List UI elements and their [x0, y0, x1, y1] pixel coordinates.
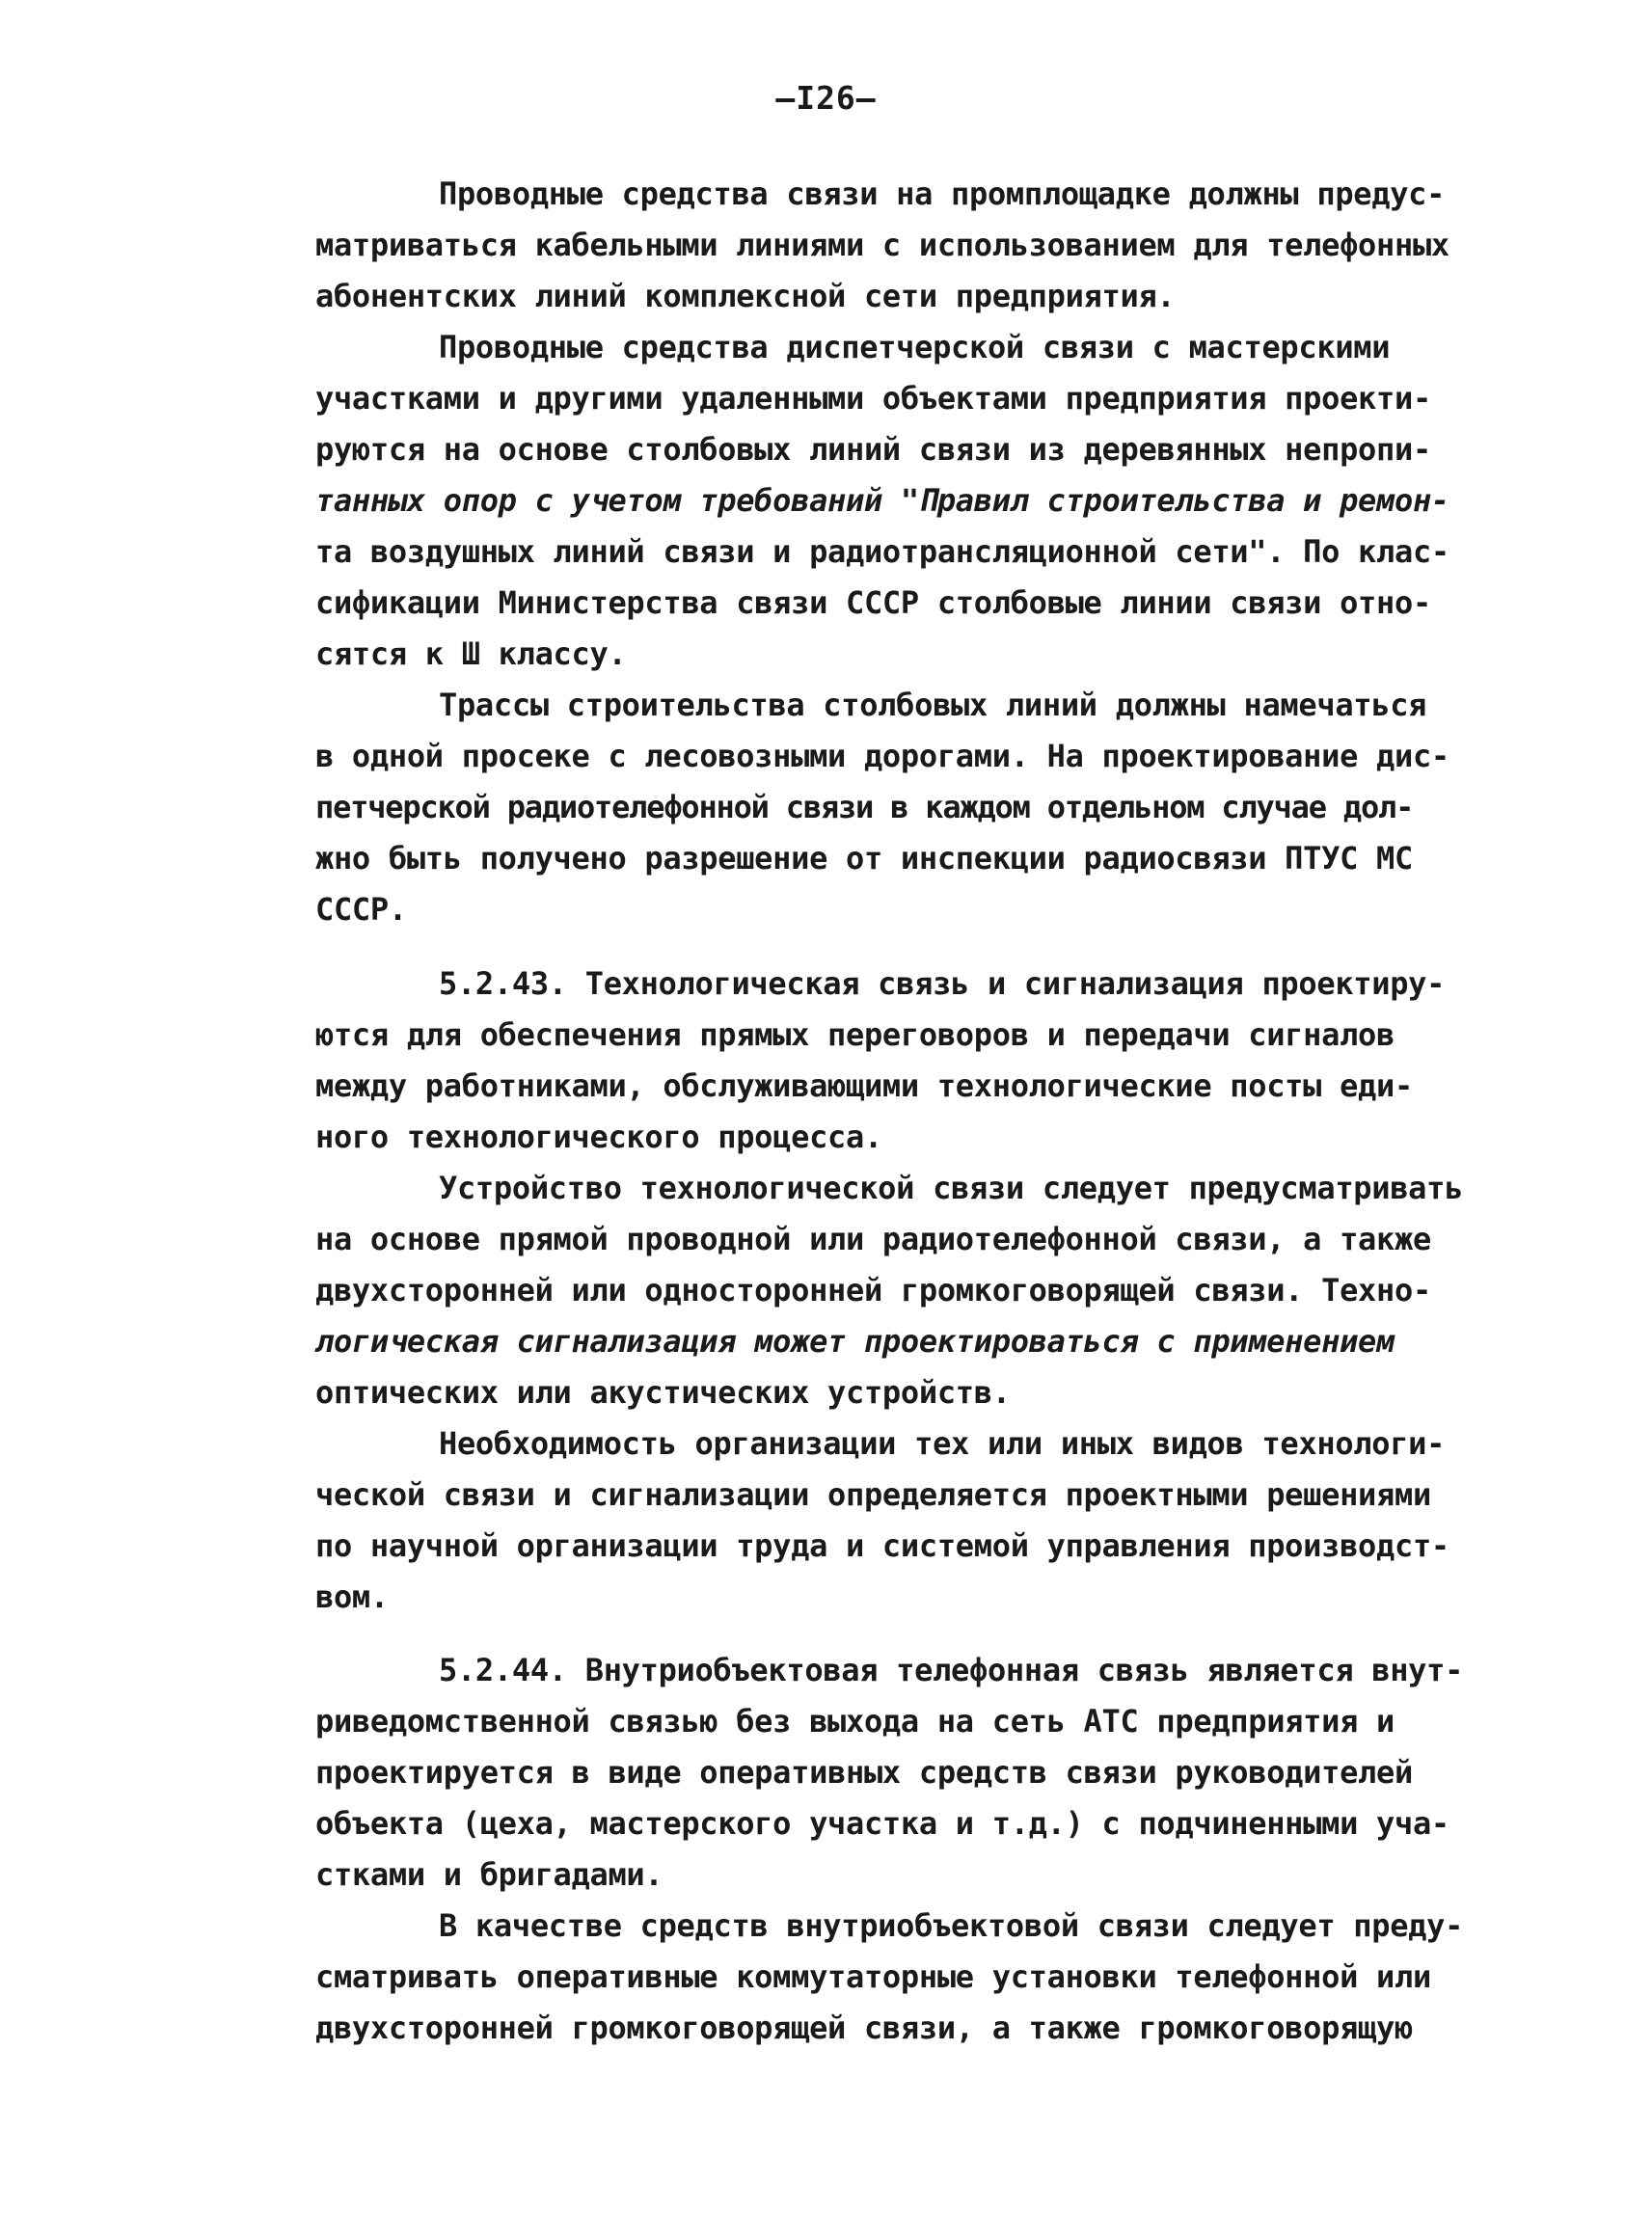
text-line: СССР. [315, 891, 407, 928]
text-line: стками и бригадами. [315, 1856, 664, 1893]
text-line: объекта (цеха, мастерского участка и т.д.) с подчиненными уча- [315, 1805, 1449, 1842]
text-line: танных опор с учетом требований "Правил строительства и ремон- [315, 482, 1449, 519]
text-line: жно быть получено разрешение от инспекции радиосвязи ПТУС МС [315, 840, 1413, 877]
text-line: Проводные средства диспетчерской связи с мастерскими [439, 329, 1391, 365]
text-line: между работниками, обслуживающими технологические посты еди- [315, 1067, 1413, 1104]
page-number: —I26— [775, 79, 877, 117]
text-line: на основе прямой проводной или радиотелефонной связи, а также [315, 1221, 1431, 1257]
text-line: вом. [315, 1578, 389, 1615]
text-line: Проводные средства связи на промплощадке должны предус- [439, 175, 1446, 212]
section-heading-line: 5.2.44. Внутриобъектовая телефонная связь является внут- [439, 1652, 1464, 1688]
section-heading-line: 5.2.43. Технологическая связь и сигнализация проектиру- [439, 965, 1446, 1002]
text-line: проектируется в виде оперативных средств связи руководителей [315, 1754, 1413, 1791]
text-line: Устройство технологической связи следует предусматривать [439, 1170, 1464, 1206]
text-line: в одной просеке с лесовозными дорогами. На проектирование дис- [315, 738, 1449, 774]
text-line: Необходимость организации тех или иных видов технологи- [439, 1425, 1446, 1462]
text-line: матриваться кабельными линиями с использованием для телефонных [315, 227, 1449, 263]
text-line: двухсторонней или односторонней громкоговорящей связи. Техно- [315, 1272, 1431, 1308]
text-line: ются для обеспечения прямых переговоров и передачи сигналов [315, 1016, 1395, 1053]
text-line: сятся к Ш классу. [315, 635, 627, 672]
text-line: В качестве средств внутриобъектовой связи следует преду- [439, 1907, 1464, 1944]
text-line: ческой связи и сигнализации определяется проектными решениями [315, 1476, 1431, 1513]
text-line: оптических или акустических устройств. [315, 1374, 1011, 1411]
text-line: логическая сигнализация может проектироваться с применением [315, 1323, 1395, 1360]
text-line: ного технологического процесса. [315, 1119, 882, 1155]
text-line: руются на основе столбовых линий связи из деревянных непропи- [315, 431, 1431, 468]
text-line: сификации Министерства связи СССР столбовые линии связи отно- [315, 584, 1431, 621]
text-line: по научной организации труда и системой управления производст- [315, 1527, 1449, 1564]
text-line: Трассы строительства столбовых линий должны намечаться [439, 687, 1427, 723]
text-line: абонентских линий комплексной сети предприятия. [315, 278, 1176, 314]
text-line: риведомственной связью без выхода на сеть АТС предприятия и [315, 1703, 1395, 1740]
text-line: сматривать оперативные коммутаторные установки телефонной или [315, 1958, 1431, 1995]
text-line: участками и другими удаленными объектами предприятия проекти- [315, 380, 1431, 417]
text-line: та воздушных линий связи и радиотрансляционной сети". По клас- [315, 533, 1449, 570]
text-line: петчерской радиотелефонной связи в каждом отдельном случае дол- [315, 789, 1414, 825]
text-line: двухсторонней громкоговорящей связи, а также громкоговорящую [315, 2010, 1413, 2046]
